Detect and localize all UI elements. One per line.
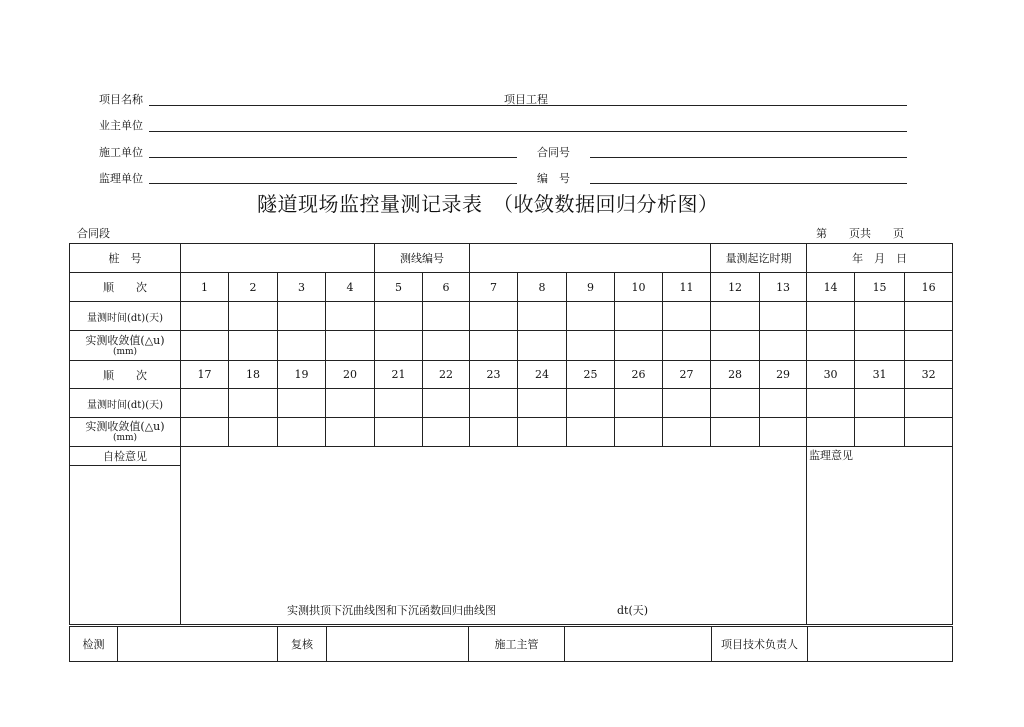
self-check-input-cell[interactable]: [70, 466, 181, 625]
seq-cell: 5: [375, 273, 423, 302]
conv-input-cell[interactable]: [760, 331, 807, 361]
time-input-cell[interactable]: [518, 389, 567, 418]
seq-cell: 27: [663, 361, 711, 389]
seq-cell: 11: [663, 273, 711, 302]
construction-lead-label: 施工主管: [469, 627, 565, 662]
conv-input-cell[interactable]: [423, 331, 470, 361]
conv-input-cell[interactable]: [326, 418, 375, 447]
signoff-row: [70, 627, 953, 662]
contract-no-line[interactable]: [590, 157, 907, 158]
time-row-2: [70, 389, 953, 418]
time-input-cell[interactable]: [229, 389, 278, 418]
seq-row-1: [70, 273, 953, 302]
conv-row-1: [70, 331, 953, 361]
seq-cell: 29: [760, 361, 807, 389]
measurement-table: [69, 243, 953, 625]
page-title: 隧道现场监控量测记录表 （收敛数据回归分析图）: [257, 192, 719, 216]
seq-cell: 4: [326, 273, 375, 302]
seq-cell: 15: [855, 273, 905, 302]
time-input-cell[interactable]: [375, 389, 423, 418]
seq-label-2: 顺 次: [70, 361, 181, 389]
pile-row: [70, 244, 953, 273]
time-input-cell[interactable]: [326, 302, 375, 331]
pile-label: 桩 号: [70, 244, 181, 273]
date-cell[interactable]: 年 月 日: [807, 244, 953, 273]
conv-input-cell[interactable]: [855, 331, 905, 361]
conv-input-cell[interactable]: [423, 418, 470, 447]
conv-input-cell[interactable]: [711, 418, 760, 447]
contract-no-label: 合同号: [537, 146, 570, 159]
conv-input-cell[interactable]: [567, 331, 615, 361]
line-no-label: 测线编号: [375, 244, 470, 273]
time-input-cell[interactable]: [663, 389, 711, 418]
contractor-line[interactable]: [149, 157, 517, 158]
conv-input-cell[interactable]: [181, 418, 229, 447]
time-input-cell[interactable]: [663, 302, 711, 331]
project-name-value[interactable]: 项目工程: [504, 93, 548, 106]
seq-cell: 19: [278, 361, 326, 389]
time-input-cell[interactable]: [807, 302, 855, 331]
time-input-cell[interactable]: [181, 389, 229, 418]
conv-input-cell[interactable]: [567, 418, 615, 447]
construction-lead-sign-cell[interactable]: [565, 627, 712, 662]
time-input-cell[interactable]: [229, 302, 278, 331]
time-input-cell[interactable]: [278, 389, 326, 418]
opinion-header-row: [70, 447, 953, 466]
conv-label-2: [70, 418, 181, 447]
seq-cell: 10: [615, 273, 663, 302]
time-input-cell[interactable]: [615, 302, 663, 331]
conv-input-cell[interactable]: [229, 331, 278, 361]
time-input-cell[interactable]: [615, 389, 663, 418]
signoff-table: [69, 626, 953, 662]
period-label: 量测起讫时期: [711, 244, 807, 273]
conv-input-cell[interactable]: [470, 418, 518, 447]
seq-cell: 22: [423, 361, 470, 389]
time-input-cell[interactable]: [711, 302, 760, 331]
conv-input-cell[interactable]: [760, 418, 807, 447]
conv-input-cell[interactable]: [855, 418, 905, 447]
conv-input-cell[interactable]: [278, 418, 326, 447]
conv-label-1: [70, 331, 181, 361]
seq-cell: 25: [567, 361, 615, 389]
conv-row-2: [70, 418, 953, 447]
time-row-1: [70, 302, 953, 331]
owner-line[interactable]: [149, 131, 907, 132]
time-input-cell[interactable]: [181, 302, 229, 331]
conv-input-cell[interactable]: [518, 331, 567, 361]
conv-label-text: 实测收敛值(△u): [85, 333, 165, 347]
seq-cell: 30: [807, 361, 855, 389]
conv-input-cell[interactable]: [905, 418, 953, 447]
line-no-value-cell[interactable]: [470, 244, 711, 273]
seq-cell: 3: [278, 273, 326, 302]
supervision-opinion-cell[interactable]: [807, 447, 953, 625]
conv-input-cell[interactable]: [375, 418, 423, 447]
time-input-cell[interactable]: [423, 302, 470, 331]
seq-cell: 9: [567, 273, 615, 302]
time-input-cell[interactable]: [326, 389, 375, 418]
seq-cell: 17: [181, 361, 229, 389]
seq-cell: 26: [615, 361, 663, 389]
seq-cell: 1: [181, 273, 229, 302]
time-input-cell[interactable]: [711, 389, 760, 418]
seq-cell: 16: [905, 273, 953, 302]
time-input-cell[interactable]: [278, 302, 326, 331]
time-input-cell[interactable]: [855, 302, 905, 331]
conv-input-cell[interactable]: [615, 418, 663, 447]
pile-value-cell[interactable]: [181, 244, 375, 273]
seq-cell: 31: [855, 361, 905, 389]
owner-label: 业主单位: [99, 119, 143, 132]
conv-input-cell[interactable]: [711, 331, 760, 361]
time-label-1: 量测时间(dt)(天): [70, 302, 181, 331]
seq-cell: 6: [423, 273, 470, 302]
time-label-2: 量测时间(dt)(天): [70, 389, 181, 418]
seq-cell: 7: [470, 273, 518, 302]
seq-cell: 20: [326, 361, 375, 389]
seq-cell: 28: [711, 361, 760, 389]
time-input-cell[interactable]: [470, 302, 518, 331]
review-sign-cell[interactable]: [327, 627, 469, 662]
seq-cell: 2: [229, 273, 278, 302]
project-name-label: 项目名称: [99, 93, 143, 106]
seq-cell: 21: [375, 361, 423, 389]
time-input-cell[interactable]: [760, 302, 807, 331]
seq-cell: 18: [229, 361, 278, 389]
review-label: 复核: [278, 627, 327, 662]
chart-x-axis-label: dt(天): [617, 604, 649, 617]
inspect-sign-cell[interactable]: [118, 627, 278, 662]
conv-unit: (mm): [112, 433, 138, 443]
conv-input-cell[interactable]: [470, 331, 518, 361]
time-input-cell[interactable]: [423, 389, 470, 418]
conv-label-text: 实测收敛值(△u): [85, 420, 165, 433]
time-input-cell[interactable]: [375, 302, 423, 331]
supervisor-line[interactable]: [149, 183, 517, 184]
chart-caption: 实测拱顶下沉曲线图和下沉函数回归曲线图: [287, 604, 496, 617]
time-input-cell[interactable]: [855, 389, 905, 418]
seq-label-1: 顺 次: [70, 273, 181, 302]
conv-input-cell[interactable]: [326, 331, 375, 361]
time-input-cell[interactable]: [760, 389, 807, 418]
time-input-cell[interactable]: [518, 302, 567, 331]
chart-area[interactable]: [181, 447, 807, 625]
conv-input-cell[interactable]: [278, 331, 326, 361]
tech-lead-label: 项目技术负责人: [712, 627, 808, 662]
serial-no-label: 编 号: [537, 172, 570, 185]
contractor-label: 施工单位: [99, 146, 143, 159]
conv-input-cell[interactable]: [807, 418, 855, 447]
section-label: 合同段: [77, 227, 110, 240]
time-input-cell[interactable]: [567, 389, 615, 418]
seq-cell: 32: [905, 361, 953, 389]
seq-cell: 23: [470, 361, 518, 389]
conv-input-cell[interactable]: [807, 331, 855, 361]
seq-cell: 24: [518, 361, 567, 389]
self-check-label: 自检意见: [70, 447, 181, 466]
conv-input-cell[interactable]: [518, 418, 567, 447]
supervisor-label: 监理单位: [99, 172, 143, 185]
supervision-label: 监理意见: [809, 449, 854, 462]
seq-cell: 13: [760, 273, 807, 302]
conv-unit: (mm): [112, 346, 138, 357]
conv-input-cell[interactable]: [905, 331, 953, 361]
seq-row-2: [70, 361, 953, 389]
tech-lead-sign-cell[interactable]: [808, 627, 953, 662]
serial-no-line[interactable]: [590, 183, 907, 184]
conv-input-cell[interactable]: [663, 418, 711, 447]
seq-cell: 14: [807, 273, 855, 302]
conv-input-cell[interactable]: [663, 331, 711, 361]
time-input-cell[interactable]: [807, 389, 855, 418]
inspect-label: 检测: [70, 627, 118, 662]
time-input-cell[interactable]: [905, 389, 953, 418]
page-counter: 第 页共 页: [816, 227, 904, 240]
seq-cell: 8: [518, 273, 567, 302]
conv-input-cell[interactable]: [181, 331, 229, 361]
time-input-cell[interactable]: [567, 302, 615, 331]
conv-input-cell[interactable]: [375, 331, 423, 361]
conv-input-cell[interactable]: [615, 331, 663, 361]
seq-cell: 12: [711, 273, 760, 302]
time-input-cell[interactable]: [470, 389, 518, 418]
time-input-cell[interactable]: [905, 302, 953, 331]
conv-input-cell[interactable]: [229, 418, 278, 447]
